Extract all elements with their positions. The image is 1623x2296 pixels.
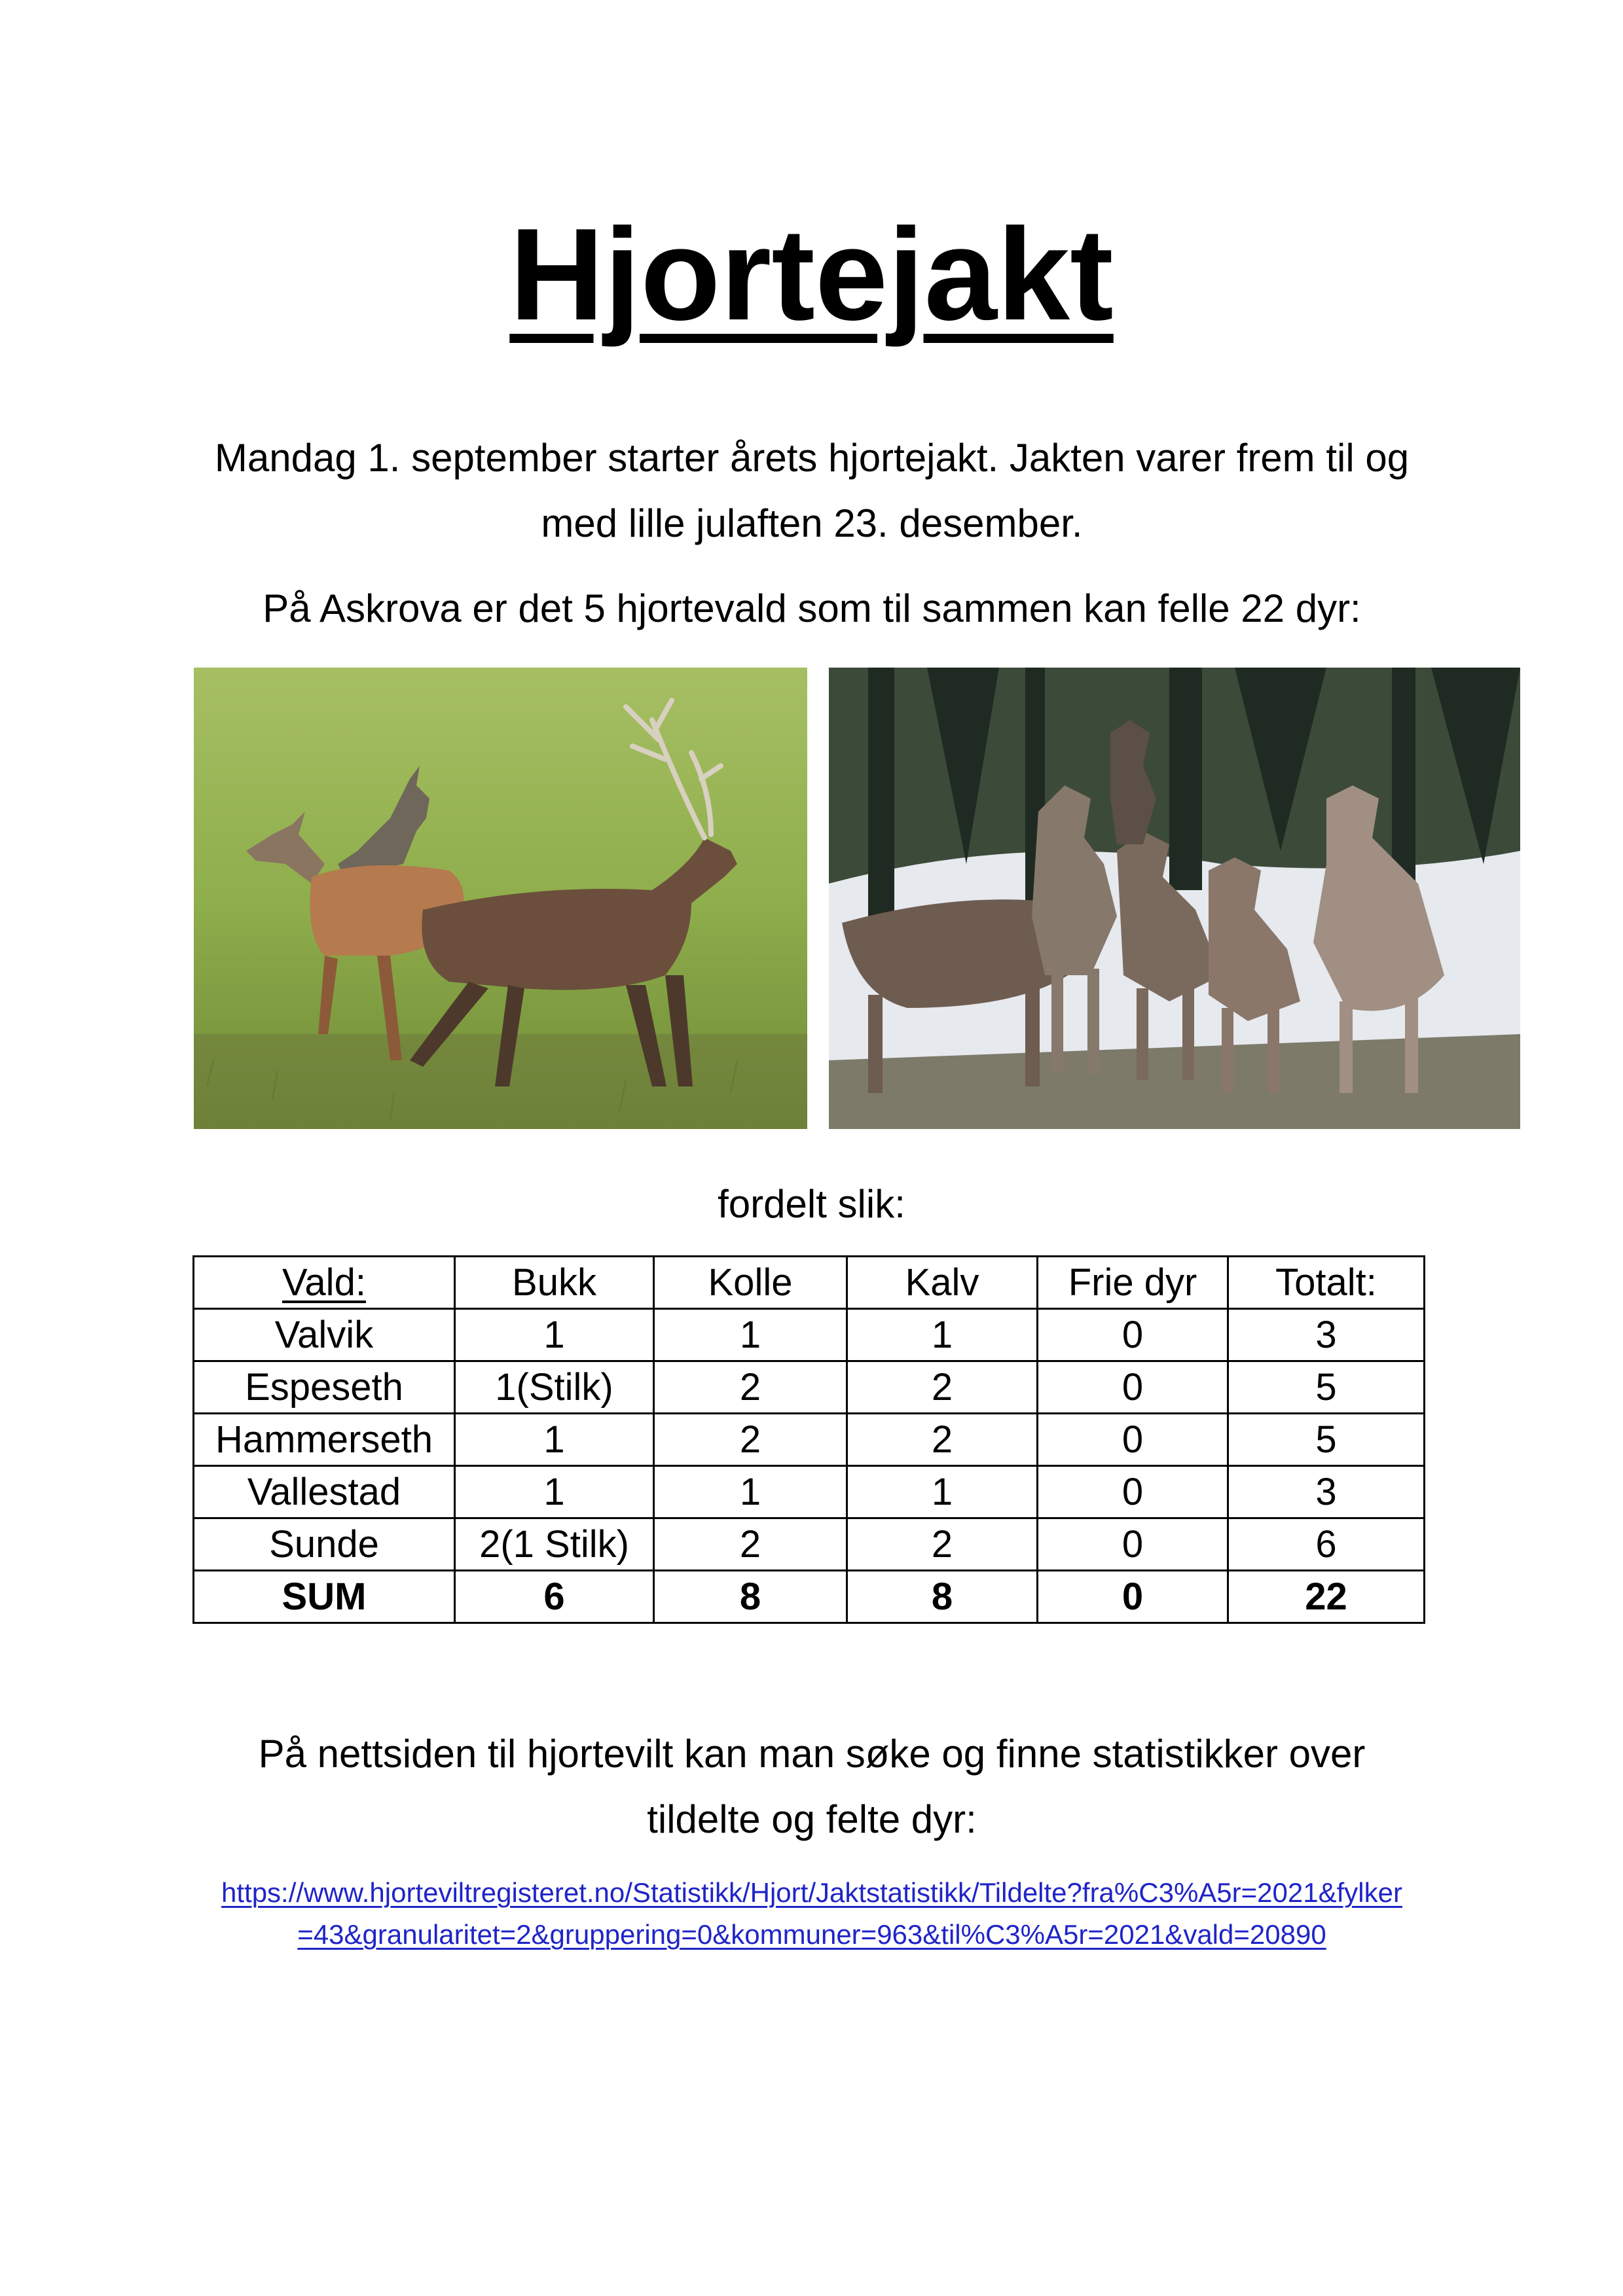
- sum-frie-dyr: 0: [1038, 1571, 1228, 1623]
- website-line-1: På nettsiden til hjortevilt kan man søke og finne statistikker over: [258, 1732, 1366, 1776]
- header-kolle: Kolle: [654, 1257, 847, 1309]
- cell-kalv: 2: [847, 1361, 1038, 1414]
- cell-frie-dyr: 0: [1038, 1518, 1228, 1571]
- cell-kolle: 2: [654, 1414, 847, 1466]
- table-row: [194, 1466, 1425, 1518]
- website-line-2: tildelte og felte dyr:: [647, 1797, 977, 1841]
- quota-table: [192, 1255, 1425, 1624]
- cell-vald: Valvik: [194, 1309, 455, 1361]
- table-row: [194, 1414, 1425, 1466]
- intro-line-2: med lille julaften 23. desember.: [541, 501, 1083, 545]
- table-header-row: [194, 1257, 1425, 1309]
- cell-vald: Hammerseth: [194, 1414, 455, 1466]
- cell-bukk: 1: [455, 1466, 654, 1518]
- cell-kalv: 2: [847, 1414, 1038, 1466]
- cell-frie-dyr: 0: [1038, 1361, 1228, 1414]
- cell-frie-dyr: 0: [1038, 1414, 1228, 1466]
- cell-bukk: 1: [455, 1414, 654, 1466]
- statistics-link[interactable]: [164, 1872, 1460, 1956]
- cell-kolle: 2: [654, 1361, 847, 1414]
- cell-vald: Sunde: [194, 1518, 455, 1571]
- header-bukk: Bukk: [455, 1257, 654, 1309]
- header-kalv: Kalv: [847, 1257, 1038, 1309]
- cell-totalt: 3: [1228, 1466, 1425, 1518]
- deer-grass-photo: [194, 668, 807, 1129]
- cell-bukk: 2(1 Stilk): [455, 1518, 654, 1571]
- cell-kalv: 1: [847, 1309, 1038, 1361]
- sum-label: SUM: [194, 1571, 455, 1623]
- statistics-link-line-1[interactable]: https://www.hjorteviltregisteret.no/Statistikk/Hjort/Jaktstatistikk/Tildelte?fra%C3%A5r=2021&fylker: [221, 1877, 1402, 1908]
- cell-kolle: 1: [654, 1309, 847, 1361]
- cell-bukk: 1(Stilk): [455, 1361, 654, 1414]
- cell-frie-dyr: 0: [1038, 1309, 1228, 1361]
- table-row: [194, 1361, 1425, 1414]
- cell-frie-dyr: 0: [1038, 1466, 1228, 1518]
- header-vald: Vald:: [194, 1257, 455, 1309]
- cell-kolle: 1: [654, 1466, 847, 1518]
- sum-kolle: 8: [654, 1571, 847, 1623]
- page-title: [0, 202, 1623, 348]
- cell-kalv: 1: [847, 1466, 1038, 1518]
- table-sum-row: [194, 1571, 1425, 1623]
- cell-totalt: 3: [1228, 1309, 1425, 1361]
- cell-totalt: 6: [1228, 1518, 1425, 1571]
- deer-grass-image: [194, 668, 807, 1129]
- intro-paragraph: [164, 425, 1460, 556]
- page-title-text: Hjortejakt: [509, 202, 1114, 348]
- intro-line-1: Mandag 1. september starter årets hjortejakt. Jakten varer frem til og: [214, 436, 1410, 480]
- table-row: [194, 1518, 1425, 1571]
- table-row: [194, 1309, 1425, 1361]
- sum-bukk: 6: [455, 1571, 654, 1623]
- website-paragraph: [164, 1721, 1460, 1852]
- cell-vald: Vallestad: [194, 1466, 455, 1518]
- header-totalt: Totalt:: [1228, 1257, 1425, 1309]
- header-frie-dyr: Frie dyr: [1038, 1257, 1228, 1309]
- cell-kolle: 2: [654, 1518, 847, 1571]
- deer-snow-image: [829, 668, 1520, 1129]
- cell-totalt: 5: [1228, 1361, 1425, 1414]
- cell-kalv: 2: [847, 1518, 1038, 1571]
- cell-vald: Espeseth: [194, 1361, 455, 1414]
- sum-totalt: 22: [1228, 1571, 1425, 1623]
- deer-snow-photo: [829, 668, 1520, 1129]
- distribution-caption: fordelt slik:: [718, 1182, 905, 1226]
- statistics-link-line-2[interactable]: =43&granularitet=2&gruppering=0&kommuner=963&til%C3%A5r=2021&vald=20890: [297, 1919, 1326, 1950]
- cell-bukk: 1: [455, 1309, 654, 1361]
- sum-kalv: 8: [847, 1571, 1038, 1623]
- intro-summary: På Askrova er det 5 hjortevald som til sammen kan felle 22 dyr:: [263, 586, 1361, 630]
- cell-totalt: 5: [1228, 1414, 1425, 1466]
